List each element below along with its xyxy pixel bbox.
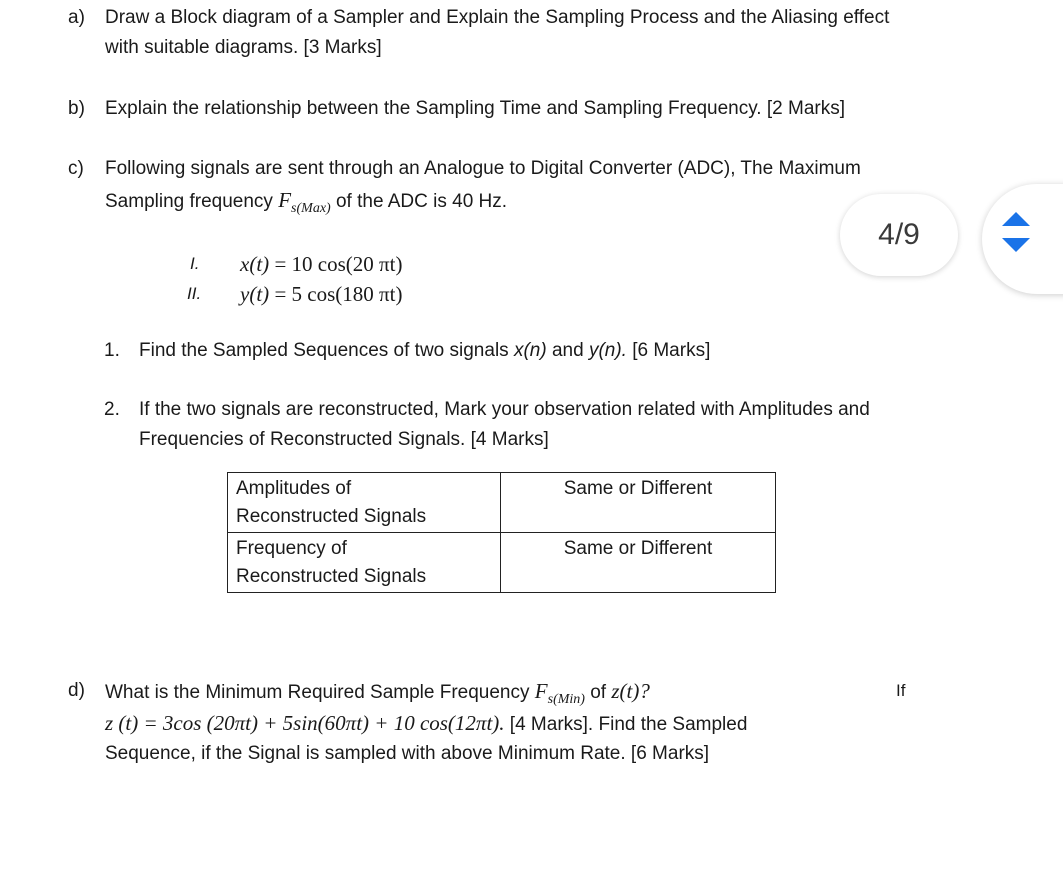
- question-b-line-1: Explain the relationship between the Sampling Time and Sampling Frequency. [2 Marks]: [105, 98, 845, 119]
- table-row: [228, 473, 776, 533]
- question-c-line-1: Following signals are sent through an Analogue to Digital Converter (ADC), The Maximum: [105, 158, 861, 179]
- zt-term: z(t)?: [611, 679, 650, 703]
- subquestion-2-line-2: Frequencies of Reconstructed Signals. [4 Marks]: [139, 429, 549, 450]
- row-label-line-1: Frequency of: [236, 538, 347, 559]
- question-d-line-3: Sequence, if the Signal is sampled with above Minimum Rate. [6 Marks]: [105, 743, 710, 764]
- text-fragment: of the ADC is 40 Hz.: [330, 191, 508, 212]
- zt-equation: z (t) = 3cos (20πt) + 5sin(60πt) + 10 cos(12πt).: [105, 711, 505, 735]
- table-cell-value: Same or Different: [501, 533, 776, 593]
- signal-y-equation: [240, 280, 402, 310]
- question-d-line-2: [105, 709, 747, 739]
- signal-y-rhs: = 5 cos(180 πt): [274, 282, 403, 306]
- signal-numeral-2: II.: [187, 284, 202, 303]
- question-a-marker: a): [68, 7, 85, 28]
- text-fragment: Find the Sampled Sequences of two signals: [139, 340, 514, 361]
- question-d-marker: d): [68, 680, 85, 701]
- triangle-down-icon[interactable]: [1002, 238, 1030, 252]
- if-text: If: [896, 681, 906, 700]
- page-indicator: 4/9: [840, 194, 958, 276]
- fs-min-subscript: s(Min): [547, 692, 585, 707]
- text-fragment: of: [584, 682, 612, 703]
- question-c-marker: c): [68, 158, 84, 179]
- question-a-line-1: Draw a Block diagram of a Sampler and Explain the Sampling Process and the Aliasing effect: [105, 7, 890, 28]
- signal-y-lhs: y(t): [240, 282, 270, 306]
- row-label-line-2: Reconstructed Signals: [236, 506, 427, 527]
- yn-term: y(n).: [588, 340, 627, 361]
- table-cell-value: Same or Different: [501, 473, 776, 533]
- question-b-marker: b): [68, 98, 85, 119]
- subquestion-2-line-1: If the two signals are reconstructed, Mark your observation related with Amplitudes and: [139, 399, 870, 420]
- text-fragment: What is the Minimum Required Sample Frequency: [105, 682, 535, 703]
- question-a-line-2: with suitable diagrams. [3 Marks]: [105, 37, 382, 58]
- subquestion-2-number: 2.: [104, 399, 120, 420]
- page-nav-control[interactable]: [982, 184, 1063, 294]
- question-c-line-2: [105, 186, 507, 223]
- text-fragment: [6 Marks]: [626, 340, 711, 361]
- subquestion-1-number: 1.: [104, 340, 120, 361]
- observation-table: [227, 472, 776, 593]
- xn-term: x(n): [513, 340, 547, 361]
- triangle-up-icon[interactable]: [1002, 212, 1030, 226]
- fs-max-symbol: F: [278, 188, 292, 212]
- text-fragment: and: [546, 340, 589, 361]
- text-fragment: Sampling frequency: [105, 191, 279, 212]
- fs-max-subscript: s(Max): [291, 201, 331, 216]
- table-row: [228, 533, 776, 593]
- row-label-line-2: Reconstructed Signals: [236, 566, 427, 587]
- table-cell-label: [228, 533, 501, 593]
- signal-numeral-1: I.: [190, 254, 200, 273]
- row-label-line-1: Amplitudes of: [236, 478, 352, 499]
- subquestion-1-text: [139, 337, 710, 365]
- signal-x-rhs: = 10 cos(20 πt): [274, 252, 403, 276]
- signal-x-equation: [240, 250, 402, 280]
- fs-min-symbol: F: [534, 679, 548, 703]
- table-cell-label: [228, 473, 501, 533]
- signal-x-lhs: x(t): [240, 252, 270, 276]
- text-fragment: [4 Marks]. Find the Sampled: [504, 714, 748, 735]
